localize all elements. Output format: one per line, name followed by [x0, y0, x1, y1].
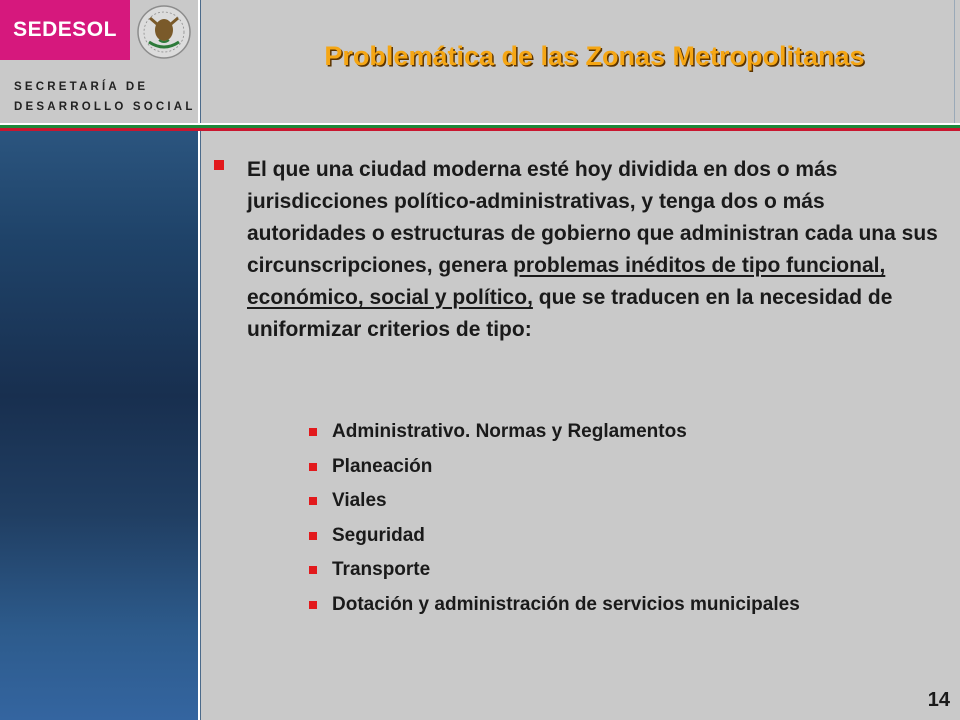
square-bullet-icon [309, 497, 317, 505]
slide-title: Problemática de las Zonas Metropolitanas [324, 41, 865, 71]
ministry-name-line-2: DESARROLLO SOCIAL [14, 101, 196, 113]
list-item [306, 484, 946, 519]
square-bullet-icon [309, 532, 317, 540]
header-right-edge [954, 0, 955, 123]
list-item [306, 588, 946, 623]
list-item-label: Viales [332, 490, 387, 511]
list-item-label: Planeación [332, 455, 433, 477]
side-decorative-panel [0, 131, 198, 720]
list-item [306, 553, 946, 588]
square-bullet-icon [214, 160, 224, 170]
square-bullet-icon [309, 428, 317, 436]
main-text-part-1: El que una ciudad moderna esté hoy dividida en dos o más jurisdicciones político-administrativas, y tenga dos o más autoridades o estructuras de gobierno que administran cada una sus circunscripciones, genera [247, 158, 938, 277]
list-item [306, 415, 946, 450]
main-text-underlined: problemas inéditos de tipo funcional, económico, social y político, [247, 254, 886, 309]
page-number: 14 [927, 689, 950, 711]
list-item-label: Seguridad [332, 524, 425, 546]
list-item [306, 519, 946, 554]
coat-of-arms-icon [135, 4, 193, 60]
list-item-label: Transporte [332, 559, 431, 580]
ministry-name-line-1: SECRETARÍA DE [14, 81, 149, 93]
main-bullet-text [247, 154, 947, 346]
list-item [306, 450, 946, 485]
list-item-label: Dotación y administración de servicios municipales [332, 593, 800, 615]
square-bullet-icon [309, 566, 317, 574]
brand-name: SEDESOL [13, 18, 117, 41]
main-text-part-2: que se traducen en la necesidad de uniformizar criterios de tipo: [247, 286, 893, 341]
list-item-label: Administrativo. Normas y Reglamentos [332, 421, 687, 442]
criteria-list [306, 415, 946, 622]
sedesol-logo [0, 0, 130, 60]
square-bullet-icon [309, 463, 317, 471]
square-bullet-icon [309, 601, 317, 609]
ministry-name [14, 77, 196, 117]
